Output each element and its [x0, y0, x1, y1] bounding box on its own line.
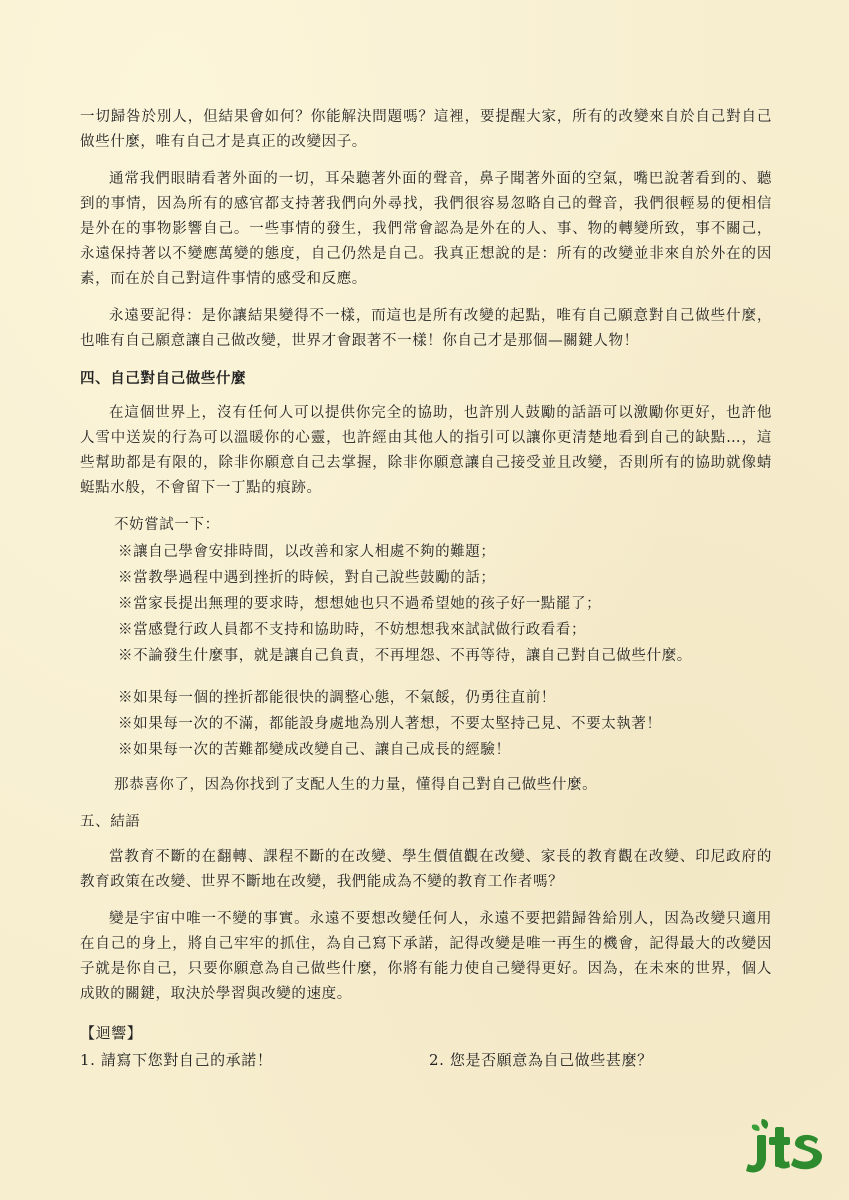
- tip-item: ※如果每一次的不滿，都能設身處地為別人著想，不要太堅持己見、不要太執著！: [118, 716, 662, 732]
- tips-list: [114, 513, 772, 763]
- paragraph-help: 在這個世界上，沒有任何人可以提供你完全的協助，也許別人鼓勵的話語可以激勵你更好，也許他人雪中送炭的行為可以溫暖你的心靈，也許經由其他人的指引可以讓你更清楚地看到自己的缺點…，這些幫助都是有限的，除非你願意自己去掌握，除非你願意讓自己接受並且改變，否則所有的協助就像蜻蜓點水般，不會留下一丁點的痕跡。: [80, 405, 772, 496]
- tip-item: ※如果每一次的苦難都變成改變自己、讓自己成長的經驗！: [118, 742, 511, 758]
- reflection-question-2: 2. 您是否願意為自己做些甚麼？: [429, 1051, 653, 1069]
- tip-item: ※讓自己學會安排時間，以改善和家人相處不夠的難題；: [118, 544, 496, 560]
- tips-lead: 不妨嘗試一下：: [114, 517, 220, 533]
- reflection-title: 【迴響】: [80, 1024, 143, 1042]
- tip-item: ※當感覺行政人員都不支持和協助時，不妨想想我來試試做行政看看；: [118, 622, 587, 638]
- jts-logo-graphic: [742, 1117, 824, 1177]
- jts-logo-icon: [742, 1117, 824, 1177]
- tip-item: ※如果每一個的挫折都能很快的調整心態，不氣餒，仍勇往直前！: [118, 690, 556, 706]
- paragraph-change: 變是宇宙中唯一不變的事實。永遠不要想改變任何人，永遠不要把錯歸咎給別人，因為改變只適用在自己的身上，將自己牢牢的抓住，為自己寫下承諾，記得改變是唯一再生的機會，記得最大的改變因子就是你自己，只要你願意為自己做些什麼，你將有能力使自己變得更好。因為，在未來的世界，個人成敗的關鍵，取決於學習與改變的速度。: [80, 911, 772, 1002]
- document-body: [80, 105, 772, 1073]
- paragraph-remember: 永遠要記得：是你讓結果變得不一樣，而這也是所有改變的起點，唯有自己願意對自己做些什麼，也唯有自己願意讓自己做改變，世界才會跟著不一樣！你自己才是那個—關鍵人物！: [80, 308, 772, 349]
- tip-item: ※當教學過程中遇到挫折的時候，對自己說些鼓勵的話；: [118, 570, 496, 586]
- tip-item: ※不論發生什麼事，就是讓自己負責，不再埋怨、不再等待，讓自己對自己做些什麼。: [118, 648, 692, 664]
- reflection-questions: [80, 1048, 772, 1073]
- paragraph-intro: 一切歸咎於別人，但結果會如何？你能解決問題嗎？這裡，要提醒大家，所有的改變來自於自己對自己做些什麼，唯有自己才是真正的改變因子。: [80, 109, 772, 150]
- tip-item: ※當家長提出無理的要求時，想想她也只不過希望她的孩子好一點罷了；: [118, 596, 602, 612]
- paragraph-congrats: 那恭喜你了，因為你找到了支配人生的力量，懂得自己對自己做些什麼。: [114, 777, 598, 793]
- reflection-question-1: 1. 請寫下您對自己的承諾！: [80, 1051, 273, 1069]
- section-heading-five: 五、結語: [80, 814, 141, 830]
- section-heading-four: 四、自己對自己做些什麼: [80, 370, 247, 387]
- paragraph-conclusion: 當教育不斷的在翻轉、課程不斷的在改變、學生價值觀在改變、家長的教育觀在改變、印尼政府的教育政策在改變、世界不斷地在改變，我們能成為不變的教育工作者嗎？: [80, 849, 772, 890]
- paragraph-senses: 通常我們眼睛看著外面的一切，耳朵聽著外面的聲音，鼻子聞著外面的空氣，嘴巴說著看到的、聽到的事情，因為所有的感官都支持著我們向外尋找，我們很容易忽略自己的聲音，我們很輕易的便相信是外在的事物影響自己。一些事情的發生，我們常會認為是外在的人、事、物的轉變所致，事不關己，永遠保持著以不變應萬變的態度，自己仍然是自己。我真正想說的是：所有的改變並非來自於外在的因素，而在於自己對這件事情的感受和反應。: [80, 171, 772, 287]
